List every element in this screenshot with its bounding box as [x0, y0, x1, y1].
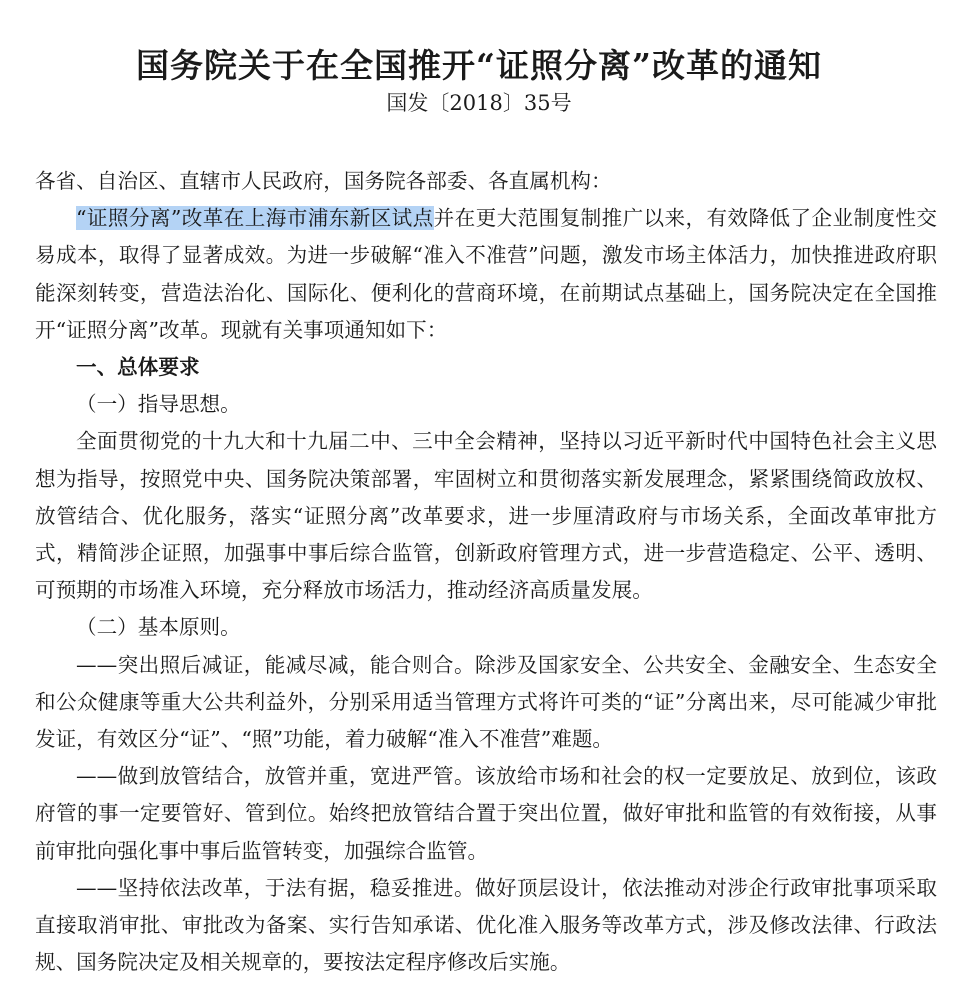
addressee-line: 各省、自治区、直辖市人民政府，国务院各部委、各直属机构：: [35, 169, 612, 193]
principle-paragraph-1: ——突出照后减证，能减尽减，能合则合。除涉及国家安全、公共安全、金融安全、生态安全和公众健康等重大公共利益外，分别采用适当管理方式将许可类的“证”分离出来，尽可能减少审批发证，有效区分“证”、“照”功能，着力破解“准入不准营”难题。: [35, 652, 937, 752]
principle-paragraph-2: ——做到放管结合，放管并重，宽进严管。该放给市场和社会的权一定要放足、放到位，该政府管的事一定要管好、管到位。始终把放管结合置于突出位置，做好审批和监管的有效衔接，从事前审批向强化事中事后监管转变，加强综合监管。: [35, 764, 937, 863]
subsection-heading-guiding-thought: （一）指导思想。: [76, 392, 241, 417]
selected-text[interactable]: “证照分离”改革在上海市浦东新区试点: [76, 206, 434, 231]
document-title: 国务院关于在全国推开“证照分离”改革的通知: [136, 46, 822, 85]
document-body: [35, 163, 937, 981]
guiding-thought-paragraph: 全面贯彻党的十九大和十九届二中、三中全会精神，坚持以习近平新时代中国特色社会主义思想为指导，按照党中央、国务院决策部署，牢固树立和贯彻落实新发展理念，紧紧围绕简政放权、放管结合、优化服务，落实“证照分离”改革要求，进一步厘清政府与市场关系，全面改革审批方式，精简涉企证照，加强事中事后综合监管，创新政府管理方式，进一步营造稳定、公平、透明、可预期的市场准入环境，充分释放市场活力，推动经济高质量发展。: [35, 429, 937, 603]
principle-paragraph-3: ——坚持依法改革，于法有据，稳妥推进。做好顶层设计，依法推动对涉企行政审批事项采取直接取消审批、审批改为备案、实行告知承诺、优化准入服务等改革方式，涉及修改法律、行政法规、国务院决定及相关规章的，要按法定程序修改后实施。: [35, 875, 937, 975]
intro-paragraph: [35, 200, 937, 349]
intro-text: 并在更大范围复制推广以来，有效降低了企业制度性交易成本，取得了显著成效。为进一步破解“准入不准营”问题，激发市场主体活力，加快推进政府职能深刻转变，营造法治化、国际化、便利化的营商环境，在前期试点基础上，国务院决定在全国推开“证照分离”改革。现就有关事项通知如下：: [35, 206, 938, 342]
section-heading-overall-requirements: 一、总体要求: [76, 355, 200, 380]
document-number: 国发〔2018〕35号: [386, 91, 572, 115]
subsection-heading-basic-principles: （二）基本原则。: [76, 615, 241, 640]
